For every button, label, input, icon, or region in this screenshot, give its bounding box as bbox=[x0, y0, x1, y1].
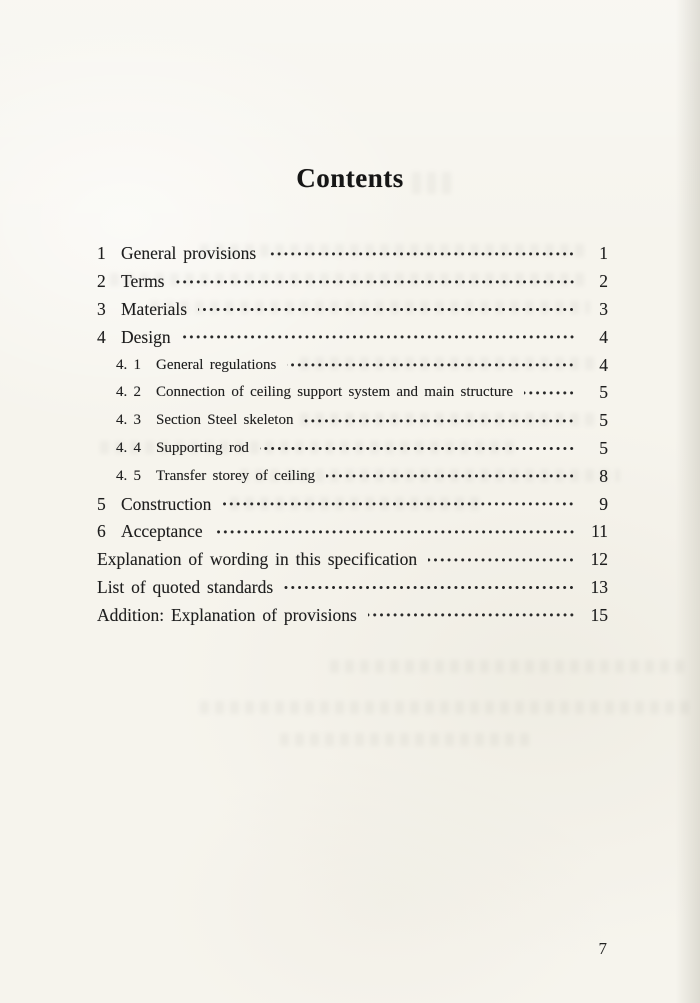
toc-entry-label: General provisions bbox=[121, 243, 257, 264]
toc-entry-label: Supporting rod bbox=[156, 439, 249, 456]
toc-entry-page: 3 bbox=[599, 298, 608, 319]
toc-entry bbox=[97, 379, 608, 407]
toc-entry-number: 4. 1 bbox=[116, 356, 141, 373]
toc-entry bbox=[97, 240, 608, 268]
toc-entry-label: List of quoted standards bbox=[97, 576, 274, 597]
toc-entry-number: 5 bbox=[97, 493, 106, 514]
toc-entry-label: Construction bbox=[121, 493, 212, 514]
toc-entry-page: 9 bbox=[599, 493, 608, 514]
toc-entry-page: 5 bbox=[599, 382, 608, 403]
dot-leader bbox=[260, 435, 575, 463]
bleedthrough-smudge bbox=[330, 660, 690, 673]
toc-entry-number: 4 bbox=[97, 326, 106, 347]
page-number: 7 bbox=[598, 939, 607, 958]
toc-entry-label: Addition: Explanation of provisions bbox=[97, 604, 357, 625]
toc-entry-number: 4. 3 bbox=[116, 412, 141, 429]
toc-entry-number: 3 bbox=[97, 298, 106, 319]
toc-entry-page: 5 bbox=[599, 410, 608, 431]
dot-leader bbox=[284, 574, 575, 602]
toc-entry-label: General regulations bbox=[156, 356, 277, 373]
toc-entry-label: Design bbox=[121, 326, 171, 347]
toc-entry-label: Terms bbox=[121, 271, 165, 292]
toc-entry-page: 5 bbox=[599, 437, 608, 458]
dot-leader bbox=[176, 268, 576, 296]
toc-entry-page: 11 bbox=[591, 521, 608, 542]
toc-entry bbox=[97, 574, 608, 602]
dot-leader bbox=[198, 296, 575, 324]
dot-leader bbox=[182, 323, 575, 351]
toc-entry bbox=[97, 490, 608, 518]
dot-leader bbox=[326, 462, 575, 490]
dot-leader bbox=[368, 601, 575, 629]
toc-entry-label: Transfer storey of ceiling bbox=[156, 467, 315, 484]
toc-entry bbox=[97, 323, 608, 351]
dot-leader bbox=[304, 407, 575, 435]
toc-entry-page: 13 bbox=[590, 576, 608, 597]
dot-leader bbox=[428, 546, 575, 574]
dot-leader bbox=[524, 379, 575, 407]
toc-entry-label: Acceptance bbox=[121, 521, 203, 542]
toc-entry-page: 15 bbox=[590, 604, 608, 625]
toc-entry-page: 4 bbox=[599, 326, 608, 347]
bleedthrough-smudge bbox=[200, 701, 690, 714]
page-title: Contents bbox=[296, 163, 404, 193]
toc-entry-page: 1 bbox=[599, 243, 608, 264]
dot-leader bbox=[267, 240, 575, 268]
toc-entry-number: 1 bbox=[97, 243, 106, 264]
toc-entry-page: 4 bbox=[599, 354, 608, 375]
toc-entry bbox=[97, 518, 608, 546]
toc-entry bbox=[97, 601, 608, 629]
toc-entry-page: 12 bbox=[590, 549, 608, 570]
dot-leader bbox=[222, 490, 575, 518]
table-of-contents bbox=[97, 240, 608, 629]
toc-entry-number: 6 bbox=[97, 521, 106, 542]
toc-entry-label: Explanation of wording in this specification bbox=[97, 549, 418, 570]
dot-leader bbox=[214, 518, 575, 546]
toc-entry bbox=[97, 351, 608, 379]
toc-entry-page: 8 bbox=[599, 465, 608, 486]
dot-leader bbox=[287, 351, 575, 379]
toc-entry-label: Connection of ceiling support system and main structure bbox=[156, 384, 514, 401]
toc-entry-page: 2 bbox=[599, 271, 608, 292]
toc-entry-label: Section Steel skeleton bbox=[156, 412, 294, 429]
toc-entry-label: Materials bbox=[121, 298, 188, 319]
toc-entry bbox=[97, 296, 608, 324]
toc-entry bbox=[97, 546, 608, 574]
toc-entry-number: 4. 5 bbox=[116, 467, 141, 484]
bleedthrough-smudge bbox=[280, 733, 530, 746]
toc-entry bbox=[97, 407, 608, 435]
toc-entry bbox=[97, 462, 608, 490]
toc-entry bbox=[97, 268, 608, 296]
toc-entry bbox=[97, 435, 608, 463]
toc-entry-number: 4. 2 bbox=[116, 384, 141, 401]
toc-entry-number: 4. 4 bbox=[116, 439, 141, 456]
toc-entry-number: 2 bbox=[97, 271, 106, 292]
